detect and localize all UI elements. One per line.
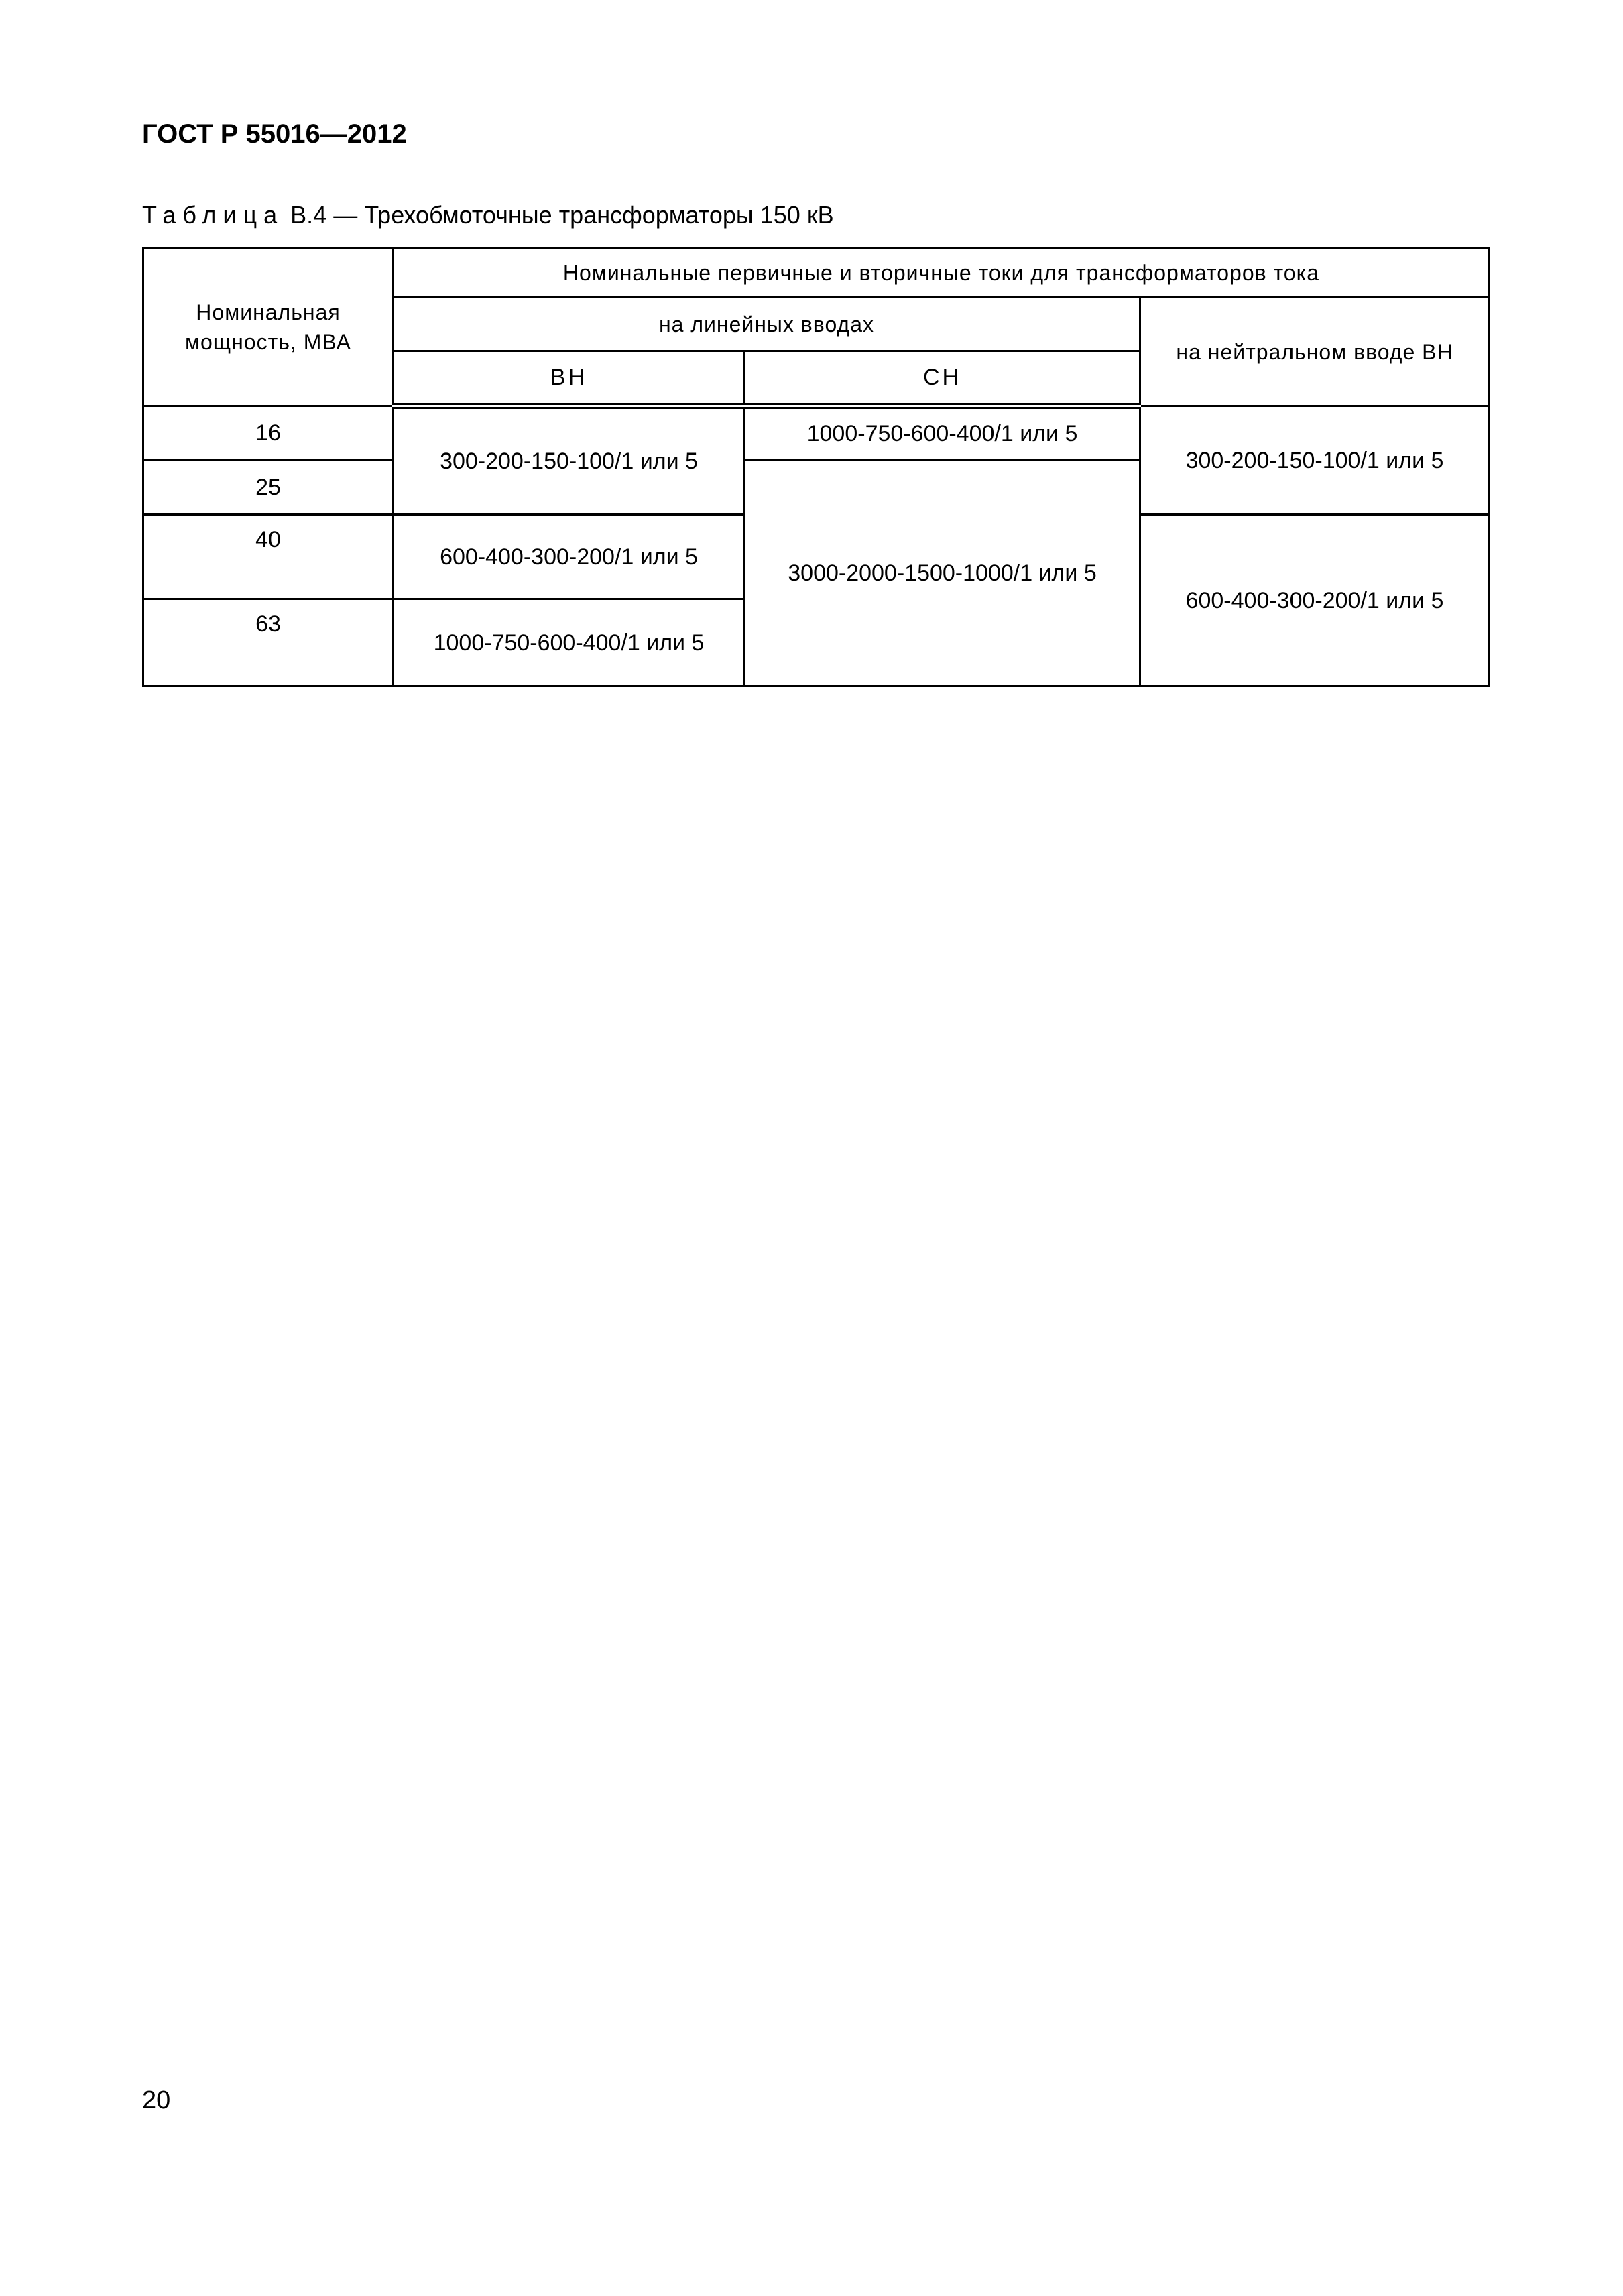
page-number: 20 (142, 2086, 171, 2114)
hv-cell-16-25: 300-200-150-100/1 или 5 (394, 406, 745, 515)
header-mv: СН (745, 351, 1140, 406)
power-cell-25: 25 (143, 460, 394, 515)
neutral-cell-40-63: 600-400-300-200/1 или 5 (1140, 515, 1490, 686)
header-nominal-power: Номинальная мощность, МВА (143, 248, 394, 406)
hv-cell-63: 1000-750-600-400/1 или 5 (394, 599, 745, 686)
power-cell-40: 40 (143, 515, 394, 599)
header-linear-inputs: на линейных вводах (394, 298, 1140, 351)
power-cell-16: 16 (143, 406, 394, 460)
power-cell-63: 63 (143, 599, 394, 686)
neutral-cell-16-25: 300-200-150-100/1 или 5 (1140, 406, 1490, 515)
mv-cell-16: 1000-750-600-400/1 или 5 (745, 406, 1140, 460)
mv-cell-25-63: 3000-2000-1500-1000/1 или 5 (745, 460, 1140, 686)
table-caption (142, 201, 834, 229)
table-caption-text: В.4 — Трехобмоточные трансформаторы 150 кВ (284, 201, 834, 229)
table-caption-label: Таблица (142, 201, 284, 229)
hv-cell-40: 600-400-300-200/1 или 5 (394, 515, 745, 599)
header-hv: ВН (394, 351, 745, 406)
document-code-header: ГОСТ Р 55016—2012 (142, 119, 407, 149)
header-neutral-input: на нейтральном вводе ВН (1140, 298, 1490, 406)
header-nominal-currents: Номинальные первичные и вторичные токи для трансформаторов тока (394, 248, 1490, 298)
transformer-currents-table (142, 247, 1490, 687)
